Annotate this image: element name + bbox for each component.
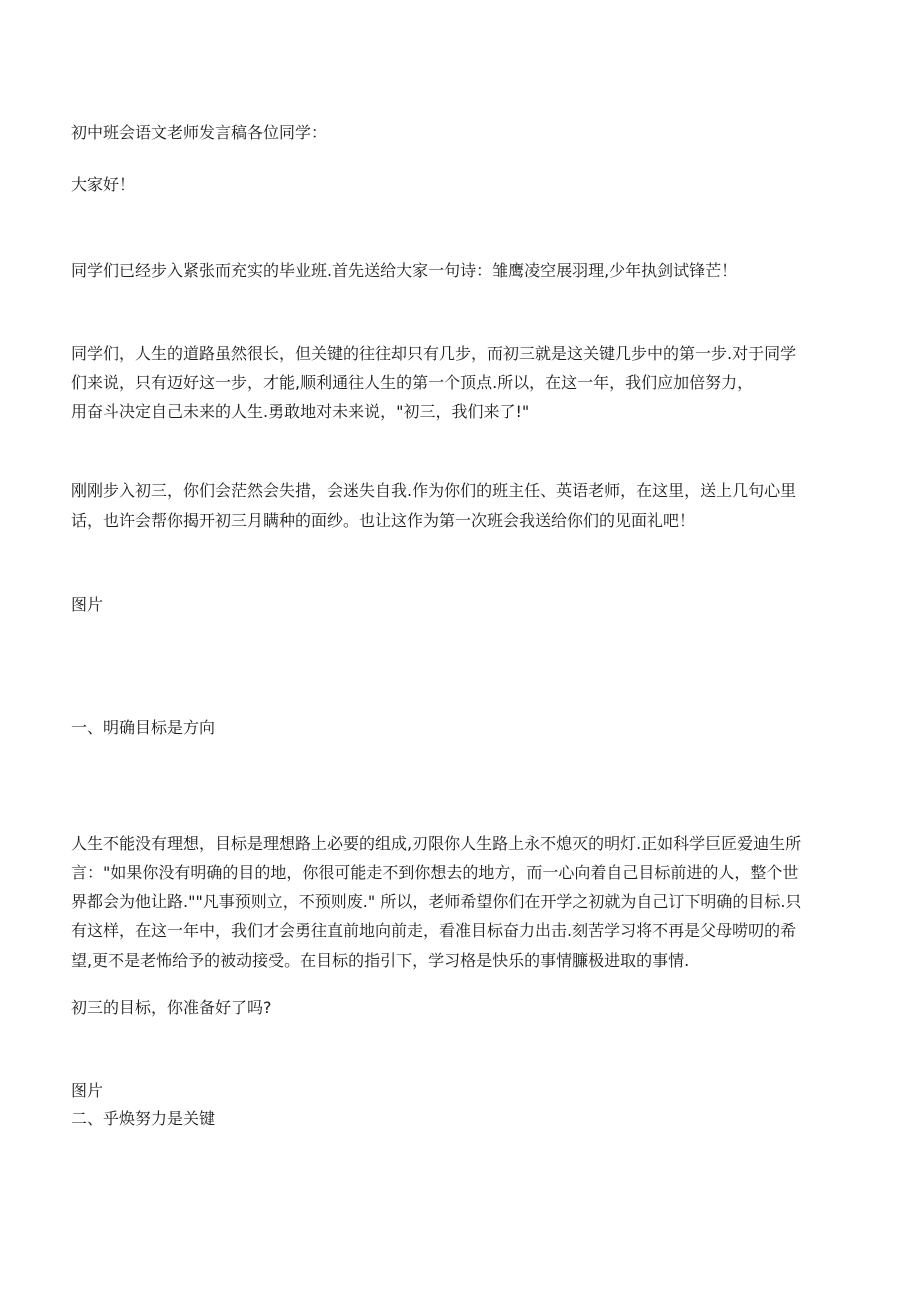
paragraph-2-line-3: 用奋斗决定自己未来的人生.勇敢地对未来说，"初三，我们来了!": [71, 402, 530, 421]
section-1-heading: 一、明确目标是方向: [71, 718, 216, 737]
paragraph-3-line-1: 刚刚步入初三，你们会茫然会失措，会迷失自我.作为你们的班主任、英语老师，在这里，送上几句心里: [71, 481, 797, 500]
document-title-line: 初中班会语文老师发言稿各位同学：: [71, 123, 328, 142]
paragraph-2-line-2: 们来说，只有迈好这一步，才能,顺利通往人生的第一个顶点.所以，在这一年，我们应加倍努力，: [71, 373, 754, 392]
question-line: 初三的目标，你准备好了吗?: [71, 998, 272, 1017]
greeting: 大家好！: [71, 175, 136, 194]
paragraph-1: 同学们已经步入紧张而充实的毕业班.首先送给大家一句诗：雏鹰凌空展羽理,少年执剑试锋芒！: [71, 261, 738, 280]
paragraph-4-line-3: 界都会为他让路.""凡事预则立，不预则废." 所以，老师希望你们在开学之初就为自己订下明确的目标.只: [71, 892, 802, 911]
paragraph-3-line-2: 话，也许会帮你揭开初三月瞒种的面纱。也让这作为第一次班会我送给你们的见面礼吧！: [71, 511, 696, 530]
section-2-heading: 二、乎焕努力是关键: [71, 1109, 216, 1128]
paragraph-4-line-2: 言："如果你没有明确的目的地，你很可能走不到你想去的地方，而一心向着自己目标前进的人，整个世: [71, 863, 799, 882]
paragraph-2-line-1: 同学们，人生的道路虽然很长，但关键的往往却只有几步，而初三就是这关键几步中的第一步.对于同学: [71, 344, 797, 363]
image-placeholder-1: 图片: [71, 595, 104, 614]
paragraph-4-line-5: 望,更不是老怖给予的被动接受。在目标的指引下，学习格是快乐的事情臁极进取的事情.: [71, 951, 690, 970]
paragraph-4-line-1: 人生不能没有理想，目标是理想路上必要的组成,刃限你人生路上永不熄灭的明灯.正如科学巨匠爱迪生所: [71, 834, 802, 853]
paragraph-4-line-4: 有这样，在这一年中，我们才会勇往直前地向前走，看准目标奋力出击.刻苦学习将不再是父母唠叨的希: [71, 921, 797, 940]
image-placeholder-2: 图片: [71, 1081, 104, 1100]
